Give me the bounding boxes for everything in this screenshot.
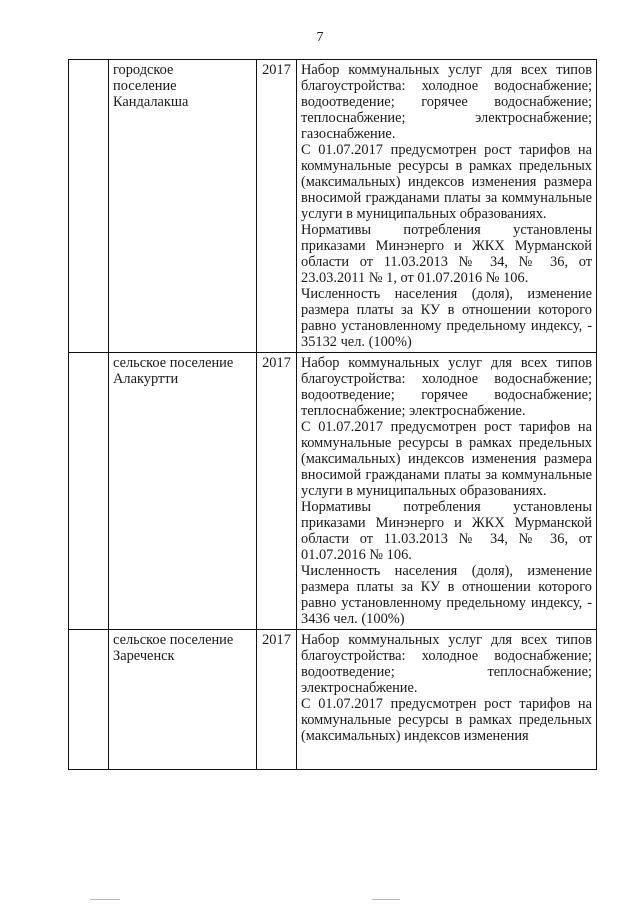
table-row	[69, 353, 597, 630]
tariff-table	[68, 59, 597, 770]
description-paragraph: Нормативы потребления установлены приказами Минэнерго и ЖКХ Мурманской области от 11.03.2013 № 34, № 36, от 01.07.2016 № 106.	[301, 499, 592, 563]
year-value: 2017	[262, 355, 291, 371]
row-number-cell	[69, 60, 109, 353]
year-cell	[257, 630, 297, 770]
description-cell	[297, 630, 597, 770]
scan-artifact-mark	[90, 899, 120, 900]
settlement-name: сельское поселение Зареченск	[113, 632, 234, 664]
description-paragraph: Нормативы потребления установлены приказами Минэнерго и ЖКХ Мурманской области от 11.03.2013 № 34, № 36, от 23.03.2011 № 1, от 01.07.2016 № 106.	[301, 222, 592, 286]
scan-artifact-mark	[372, 899, 400, 900]
year-value: 2017	[262, 632, 291, 648]
description-paragraph: Набор коммунальных услуг для всех типов благоустройства: холодное водоснабжение; водоотведение; теплоснабжение; электроснабжение.	[301, 632, 592, 696]
table-row	[69, 60, 597, 353]
description-cell	[297, 353, 597, 630]
description-paragraph: С 01.07.2017 предусмотрен рост тарифов на коммунальные ресурсы в рамках предельных (максимальных) индексов изменения	[301, 696, 592, 744]
settlement-name: городское поселение Кандалакша	[113, 62, 189, 110]
description-paragraph: С 01.07.2017 предусмотрен рост тарифов на коммунальные ресурсы в рамках предельных (максимальных) индексов изменения размера вносимой гражданами платы за коммунальные услуги в муниципальных образованиях.	[301, 142, 592, 222]
description-paragraph: С 01.07.2017 предусмотрен рост тарифов на коммунальные ресурсы в рамках предельных (максимальных) индексов изменения размера вносимой гражданами платы за коммунальные услуги в муниципальных образованиях.	[301, 419, 592, 499]
settlement-name: сельское поселение Алакуртти	[113, 355, 234, 387]
settlement-cell	[109, 60, 257, 353]
description-cell	[297, 60, 597, 353]
settlement-cell	[109, 353, 257, 630]
year-cell	[257, 60, 297, 353]
year-value: 2017	[262, 62, 291, 78]
row-number-cell	[69, 630, 109, 770]
settlement-cell	[109, 630, 257, 770]
page-number: 7	[316, 30, 324, 45]
description-clip	[301, 632, 592, 767]
description-paragraph: Набор коммунальных услуг для всех типов благоустройства: холодное водоснабжение; водоотведение; горячее водоснабжение; теплоснабжение; электроснабжение; газоснабжение.	[301, 62, 592, 142]
year-cell	[257, 353, 297, 630]
table-row	[69, 630, 597, 770]
description-paragraph: Набор коммунальных услуг для всех типов благоустройства: холодное водоснабжение; водоотведение; горячее водоснабжение; теплоснабжение; электроснабжение.	[301, 355, 592, 419]
row-number-cell	[69, 353, 109, 630]
description-paragraph: Численность населения (доля), изменение размера платы за КУ в отношении которого равно установленному предельному индексу, - 35132 чел. (100%)	[301, 286, 592, 350]
description-paragraph: Численность населения (доля), изменение размера платы за КУ в отношении которого равно установленному предельному индексу, - 3436 чел. (100%)	[301, 563, 592, 627]
